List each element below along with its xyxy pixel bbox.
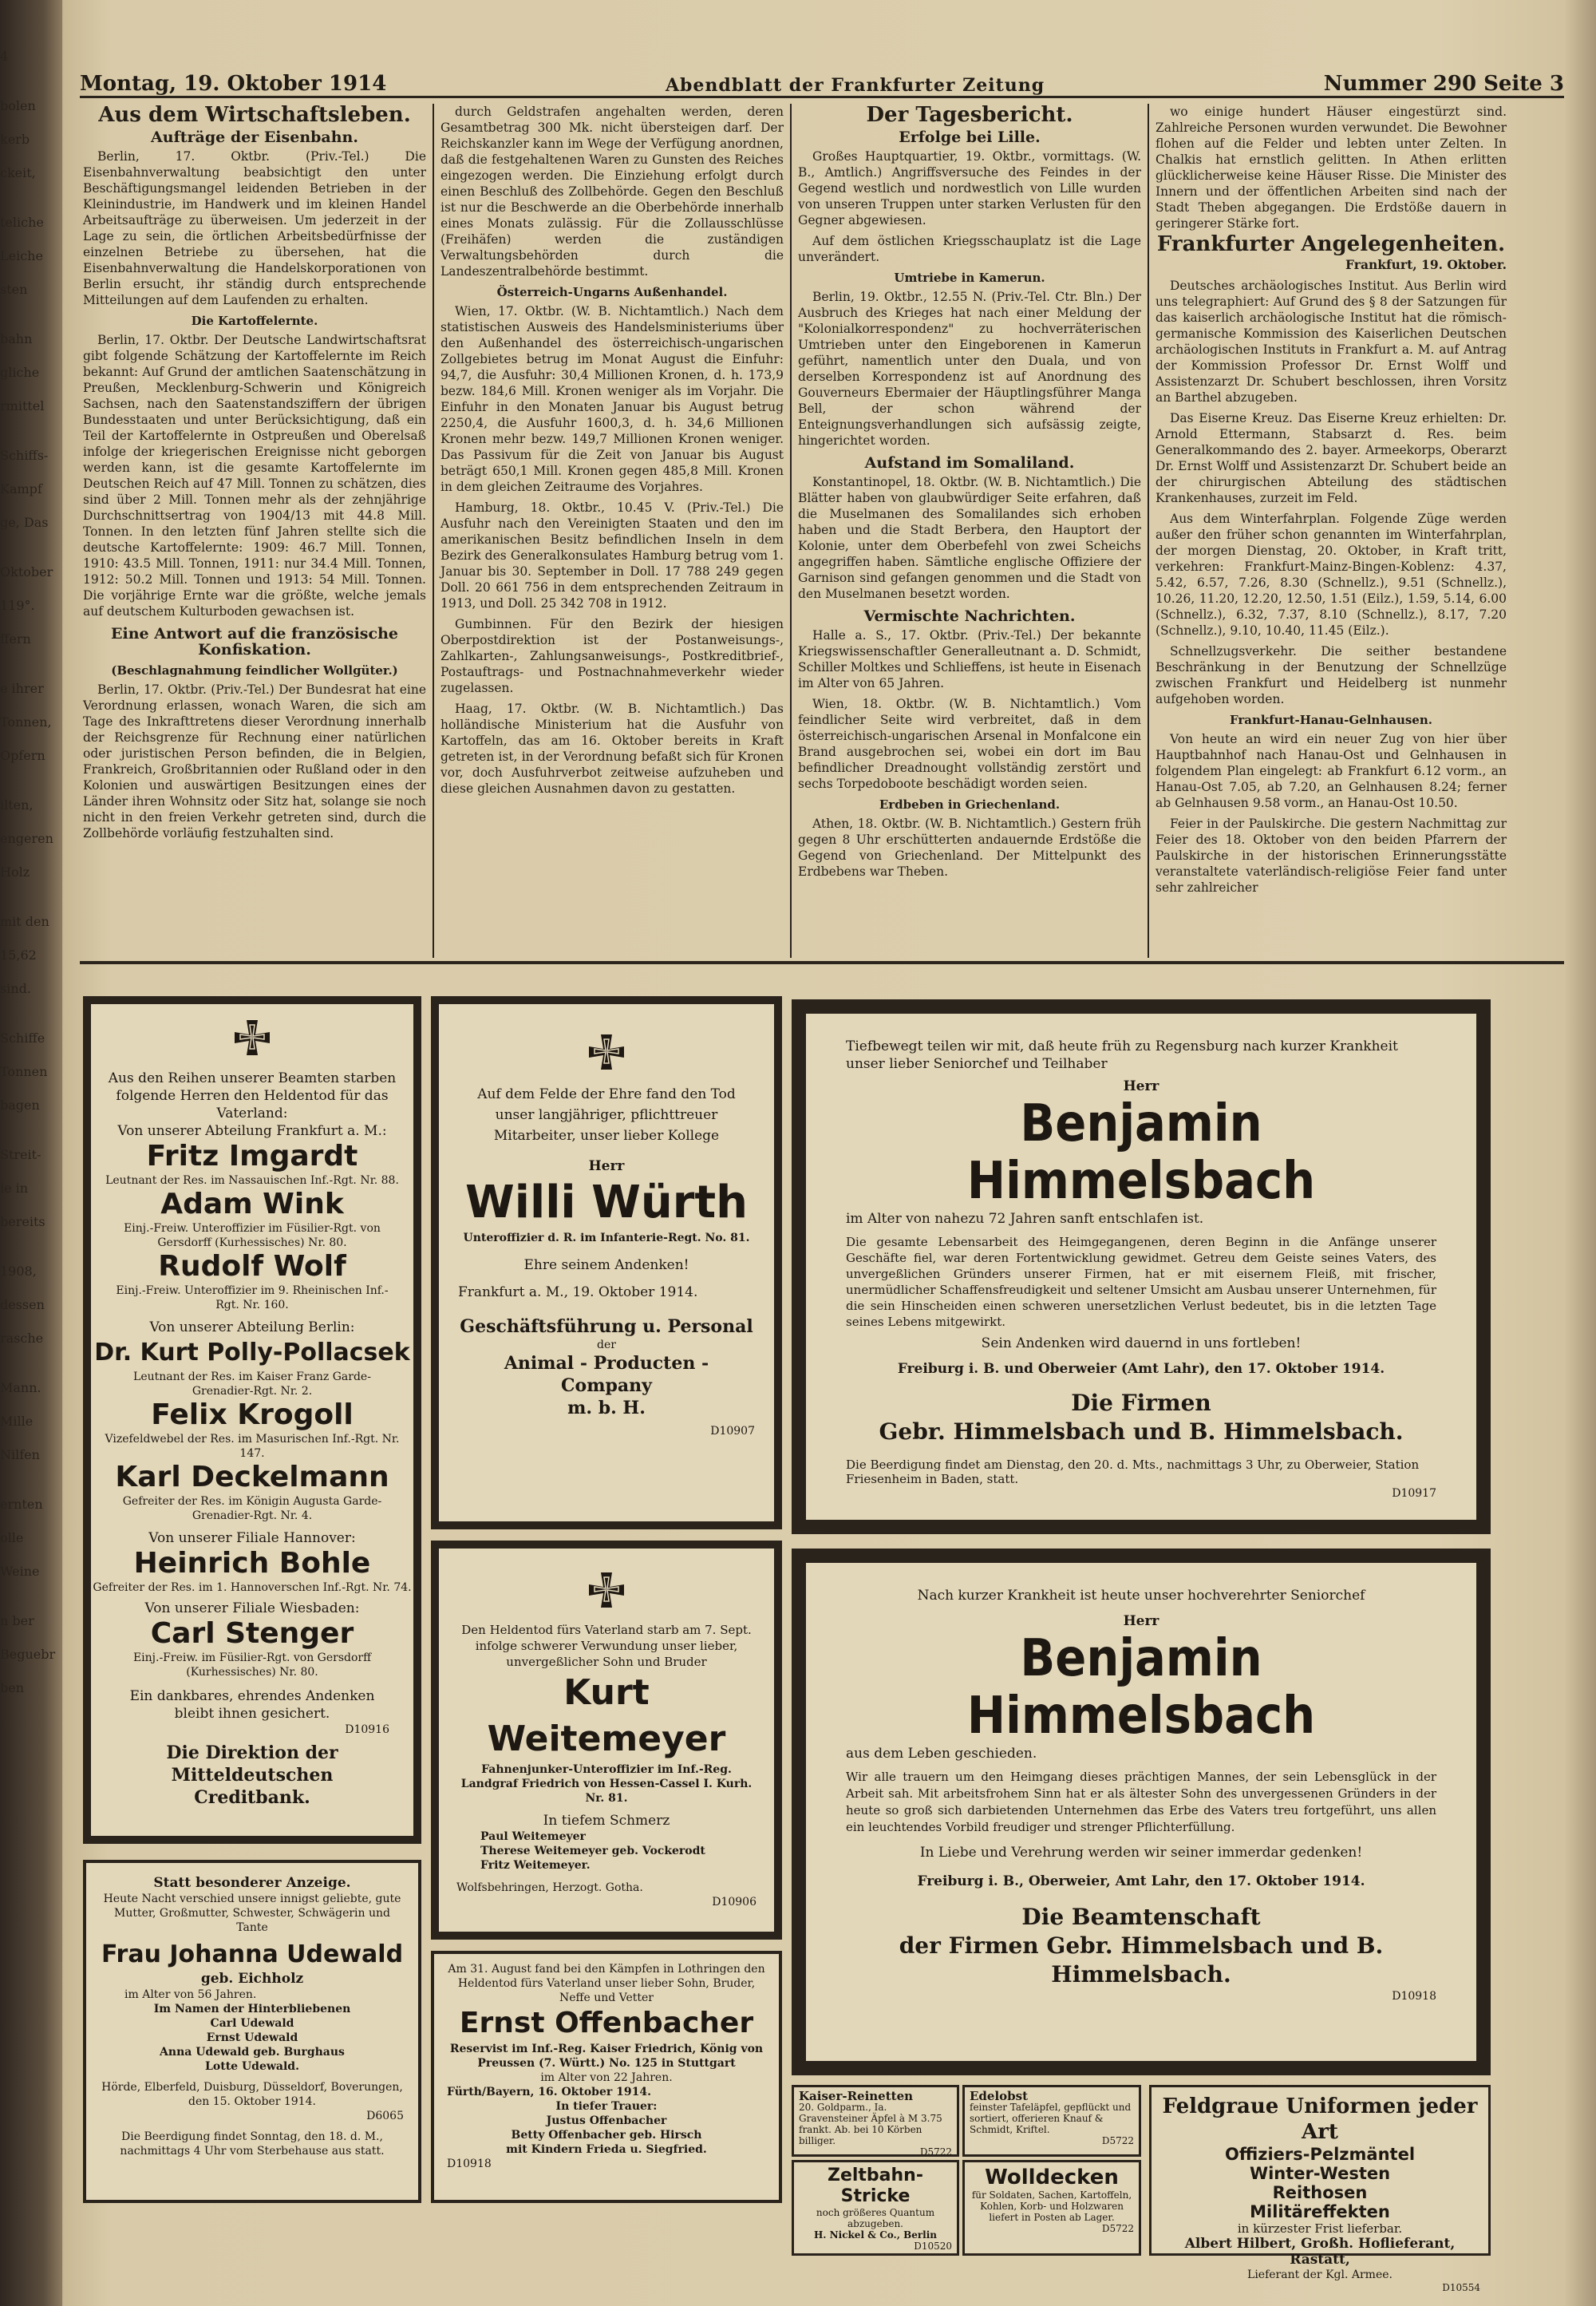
ad-edelobst	[962, 2085, 1141, 2157]
fallen-rank: Leutnant der Res. im Nassauischen Inf.-Rgt. Nr. 88.	[105, 1174, 399, 1187]
header-paper-title: Abendblatt der Frankfurter Zeitung	[665, 75, 1045, 96]
article-text: durch Geldstrafen angehalten werden, deren Gesamtbetrag 300 Mk. nicht übersteigen darf. Der Reichskanzler kann im Wege der Verfügung anordnen, daß die festgehaltenen Waren zu Gunsten des Reiches eingezogen werden. Die Einziehung erfolgt durch einen Beschluß des Zollbehörde. Gegen den Beschluß ist nur die Beschwerde an die Oberbehörde innerhalb eines Monats zulässig. Für die Zollausschlüsse (Freihäfen) werden die zuständigen Verwaltungsbehörden durch die Landeszentralbehörde bestimmt.	[440, 105, 784, 279]
article-text: Berlin, 17. Oktbr. (Priv.-Tel.) Der Bundesrat hat eine Verordnung erlassen, wonach Waren, die sich am Tage des Inkrafttretens dieser Verordnung innerhalb der Reichsgrenze für Rechnung einer natürlichen oder juristischen Person befinden, die in Belgien, Frankreich, Großbritannien oder Rußland oder in den Kolonien und auswärtigen Besitzungen eines der Länder ihren Wohnsitz oder Sitz hat, solange sie noch nicht in den freien Verkehr getreten sind, durch die Zollbehörde vorläufig festzuhalten sind.	[83, 682, 426, 841]
ad-title: Wolldecken	[985, 2166, 1119, 2189]
article-title: Aufstand im Somaliland.	[864, 454, 1075, 472]
article-title: Umtriebe in Kamerun.	[894, 271, 1045, 285]
ad-reference: D10907	[710, 1425, 755, 1438]
article-text: Haag, 17. Oktbr. (W. B. Nichtamtlich.) Das holländische Ministerium hat die Ausfuhr von Kartoffeln, das am 16. Oktober bereits in Kraft getreten ist, in der Verordnung befaßt sich für Kronen vor, doch Ausfuhrverbot zeitweise aufzuheben und diese gleichen Ausnahmen davon zu gestatten.	[440, 702, 784, 796]
funeral-info: Die Beerdigung findet am Dienstag, den 20. d. Mts., nachmittags 3 Uhr, zu Oberweier, Station Friesenheim in Baden, statt.	[846, 1458, 1420, 1486]
herr-label: Herr	[588, 1158, 625, 1174]
ad-text: feinster Tafeläpfel, gepflückt und sortiert, offerieren Knauf & Schmidt, Kriftel.	[970, 2102, 1132, 2135]
ad-reference: D5722	[1101, 2223, 1134, 2234]
edge-text-fragment: engeren	[0, 831, 53, 846]
place-date: Fürth/Bayern, 16. Oktober 1914.	[447, 2086, 651, 2098]
edge-text-fragment: Weine	[0, 1564, 40, 1579]
article-text: Großes Hauptquartier, 19. Oktbr., vormittags. (W. B., Amtlich.) Angriffsversuche des Feindes in der Gegend westlich und nordwestlich von Lille wurden von unseren Truppen unter starken Verlusten für den Gegner abgewiesen.	[798, 149, 1141, 227]
ad-firm: Albert Hilbert, Großh. Hoflieferant, Rastatt,	[1184, 2236, 1456, 2268]
obituary-offenbacher	[431, 1951, 782, 2203]
obituary-signature: Geschäftsführung u. Personal	[460, 1316, 753, 1337]
edge-text-fragment: Mann.	[0, 1380, 41, 1395]
section-title: Aus dem Wirtschaftsleben.	[98, 103, 411, 127]
ad-reference: D6065	[366, 2110, 404, 2122]
edge-text-fragment: Opfern	[0, 748, 45, 763]
edge-text-fragment: ffern	[0, 631, 31, 647]
edge-text-fragment: sind.	[0, 981, 31, 996]
grief-line: In tiefem Schmerz	[543, 1813, 670, 1829]
obituary-intro: Den Heldentod fürs Vaterland starb am 7. Sept. infolge schwerer Verwundung unser lieber, unvergeßlicher Sohn und Bruder	[461, 1623, 752, 1669]
edge-text-fragment: Tonnen,	[0, 714, 52, 730]
column-daily-report	[798, 104, 1141, 958]
place-date: Hörde, Elberfeld, Duisburg, Düsseldorf, Boverungen, den 15. Oktober 1914.	[101, 2081, 403, 2108]
column-rule	[1148, 104, 1149, 958]
column-rule	[433, 104, 434, 958]
fallen-rank: Gefreiter der Res. im Königin Augusta Garde-Grenadier-Rgt. Nr. 4.	[122, 1495, 382, 1522]
obituary-signature-firms: der Firmen Gebr. Himmelsbach und B. Himmelsbach.	[899, 1932, 1384, 1988]
fallen-age: im Alter von 22 Jahren.	[540, 2071, 673, 2084]
ad-reference: D10520	[914, 2241, 952, 2252]
obituary-intro: Nach kurzer Krankheit ist heute unser hochverehrter Seniorchef	[917, 1588, 1365, 1604]
article-text: Athen, 18. Oktbr. (W. B. Nichtamtlich.) Gestern früh gegen 8 Uhr erschütterten andauernde Erdstöße die Gegend von Griechenland. Der Mittelpunkt des Erdbebens war Theben.	[798, 817, 1141, 879]
obituary-memory: Sein Andenken wird dauernd in uns fortleben!	[981, 1335, 1302, 1351]
ad-kaiser-reinetten	[792, 2085, 959, 2157]
ad-wolldecken	[962, 2160, 1141, 2256]
ad-item: Militäreffekten	[1250, 2202, 1390, 2221]
ad-title: Feldgraue Uniformen jeder Art	[1162, 2094, 1478, 2144]
edge-text-fragment: Streit-	[0, 1147, 41, 1162]
edge-text-fragment: 119°.	[0, 598, 35, 613]
obituary-signature: Die Beamtenschaft	[1021, 1904, 1261, 1930]
place-date: Freiburg i. B. und Oberweier (Amt Lahr), den 17. Oktober 1914.	[897, 1361, 1385, 1377]
fallen-name: Dr. Kurt Polly-Pollacsek	[94, 1339, 410, 1367]
maiden-name: geb. Eichholz	[200, 1971, 304, 1987]
herr-label: Herr	[1123, 1078, 1159, 1094]
ad-reference: D10916	[345, 1723, 389, 1736]
edge-text-fragment: Schiffe	[0, 1030, 45, 1046]
obituary-department: Von unserer Abteilung Frankfurt a. M.:	[117, 1123, 387, 1139]
mourners-label: Im Namen der Hinterbliebenen	[153, 2003, 351, 2015]
column-economy	[83, 104, 426, 958]
obituary-text: Wir alle trauern um den Heimgang dieses prächtigen Mannes, der sein Lebensglück in der Arbeit sah. Mit arbeitsfrohem Sinn hat er als ältester Sohn des unvergessenen Gründers in der heute so groß sich darbietenden Unternehmen das Erbe des Vaters treu fortgeführt, uns allen ein leuchtendes Vorbild freudiger und strenger Pflichterfüllung.	[846, 1770, 1436, 1834]
edge-text-fragment: 15,62	[0, 947, 37, 963]
fallen-name: Willi Würth	[465, 1177, 748, 1228]
article-text: Berlin, 17. Oktbr. (Priv.-Tel.) Die Eisenbahnverwaltung beabsichtigt den unter Beschäftigungsmangel leidenden Betrieben in der Kleinindustrie, im Handwerk und im kleinen Handel Arbeitsaufträge zu überweisen. Um jederzeit in der Lage zu sein, die örtlichen Arbeitsbedürfnisse der einzelnen Betriebe zu übersehen, hat die Eisenbahnverwaltung die Handelskorporationen von Berlin ersucht, ihr ständig durch entsprechende Mitteilungen auf dem Laufenden zu erhalten.	[83, 149, 426, 307]
obituary-subline: aus dem Leben geschieden.	[846, 1746, 1037, 1762]
edge-text-fragment: 4	[0, 49, 9, 64]
article-text: Berlin, 19. Oktbr., 12.55 N. (Priv.-Tel. Ctr. Bln.) Der Ausbruch des Krieges hat nach einer Meldung der "Kolonialkorrespondenz" zu hochverräterischen Umtrieben unter den Eingeborenen in Kamerun geführt, namentlich unter den Duala, und von derselben Korrespondenz ist auf Anordnung des Gouverneurs Ebermaier der Häuptlingsführer Manga Bell, der schon während der Enteignungsverhandlungen sich aufsässig zeigte, hingerichtet worden.	[798, 290, 1141, 448]
ad-title: Edelobst	[970, 2089, 1029, 2103]
article-title: Österreich-Ungarns Außenhandel.	[496, 285, 728, 299]
ad-item: Winter-Westen	[1249, 2164, 1391, 2183]
edge-text-fragment: 1908,	[0, 1264, 37, 1279]
deceased-age: im Alter von nahezu 72 Jahren sanft entschlafen ist.	[846, 1211, 1204, 1227]
edge-text-fragment: teliche	[0, 215, 44, 230]
ad-text: 20. Goldparm., Ia. Gravensteiner Äpfel à M 3.75 frankt. Ab. bei 10 Körben billiger.	[799, 2102, 942, 2146]
deceased-name: Benjamin Himmelsbach	[966, 1094, 1316, 1211]
article-text: Wien, 17. Oktbr. (W. B. Nichtamtlich.) Nach dem statistischen Ausweis des Handelsministeriums über den Außenhandel des österreichisch-ungarischen Zollgebietes betrug im Monat August die Einfuhr: 94,7, die Ausfuhr: 30,4 Millionen Kronen, d. h. 173,9 bezw. 184,6 Mill. Kronen weniger als im Vorjahr. Die Einfuhr in den Monaten Januar bis August betrug 2250,4, die Ausfuhr 1600,3, d. h. 34,6 Millionen Kronen mehr bezw. 149,7 Millionen Kronen weniger. Das Passivum für die Zeit von Januar bis August beträgt 650,1 Mill. Kronen gegen 485,8 Mill. Kronen in dem gleichen Zeitraume des Vorjahres.	[440, 304, 784, 494]
obituary-udewald	[83, 1860, 421, 2203]
fallen-name: Kurt Weitemeyer	[487, 1672, 726, 1759]
edge-text-fragment: Leiche	[0, 248, 43, 263]
notice-head: Statt besonderer Anzeige.	[153, 1875, 351, 1891]
edge-text-fragment: gliche	[0, 365, 40, 380]
ad-reference: D5722	[1101, 2135, 1134, 2146]
fallen-rank: Fahnenjunker-Unteroffizier im Inf.-Reg. Landgraf Friedrich von Hessen-Cassel I. Kurh. Nr. 81.	[460, 1763, 753, 1805]
ad-reference: D10906	[712, 1896, 757, 1908]
obituary-wuerth	[431, 996, 782, 1529]
edge-text-fragment: sten	[0, 282, 28, 297]
ad-uniforms	[1149, 2085, 1491, 2293]
mourner: Fritz Weitemeyer.	[480, 1859, 591, 1872]
article-title: Vermischte Nachrichten.	[863, 607, 1076, 625]
fallen-rank: Unteroffizier d. R. im Infanterie-Regt. No. 81.	[463, 1232, 750, 1244]
mourners-label: In tiefer Trauer:	[555, 2100, 658, 2113]
obituary-text: Die gesamte Lebensarbeit des Heimgegangenen, deren Beginn in die Anfänge unserer Geschäfte fiel, war deren Fortentwicklung gewidmet. Getreu dem Geiste seines Vaters, des unvergeßlichen Gründers unserer Firmen, hat er mit eisernem Fleiß, mit frischer, unermüdlicher Schaffensfreudigkeit und seltener Umsicht am Ausbau unserer Unternehmen, für die sein Hinscheiden einen schweren unersetzlichen Verlust bedeutet, bis in die letzten Tage seines Lebens mitgewirkt.	[846, 1235, 1436, 1329]
fallen-name: Adam Wink	[160, 1188, 344, 1220]
fallen-name: Karl Deckelmann	[115, 1461, 389, 1493]
ad-item: Offiziers-Pelzmäntel	[1224, 2145, 1416, 2164]
article-title: Erfolge bei Lille.	[899, 129, 1041, 146]
obituary-signature-firms: Gebr. Himmelsbach und B. Himmelsbach.	[879, 1418, 1404, 1445]
mourner: mit Kindern Frieda u. Siegfried.	[506, 2143, 707, 2156]
previous-page-edge	[0, 48, 56, 2283]
column-rule	[790, 104, 792, 958]
page-header	[80, 69, 1564, 98]
deceased-age: im Alter von 56 Jahren.	[124, 1988, 257, 2001]
obituary-department: Von unserer Filiale Hannover:	[148, 1530, 356, 1546]
funeral-info: Die Beerdigung findet Sonntag, den 18. d. M., nachmittags 4 Uhr vom Sterbehause aus statt.	[120, 2130, 385, 2158]
fallen-rank: Einj.-Freiw. Unteroffizier im 9. Rheinischen Inf.-Rgt. Nr. 160.	[116, 1284, 389, 1311]
ad-reference: D10554	[1442, 2282, 1480, 2293]
fallen-rank: Leutnant der Res. im Kaiser Franz Garde-Grenadier-Rgt. Nr. 2.	[133, 1371, 371, 1398]
fallen-rank: Vizefeldwebel der Res. im Masurischen Inf.-Rgt. Nr. 147.	[105, 1433, 400, 1460]
fallen-name: Felix Krogoll	[151, 1398, 354, 1431]
fallen-rank: Gefreiter der Res. im 1. Hannoverschen Inf.-Rgt. Nr. 74.	[93, 1581, 412, 1594]
article-text: Gumbinnen. Für den Bezirk der hiesigen Oberpostdirektion ist der Postanweisungs-, Zahlkarten-, Zahlungsanweisungs-, Postkreditbrief-, Postauftrags- und Postnachnahmeverkehr wieder zugelassen.	[440, 617, 784, 695]
mourner: Lotte Udewald.	[205, 2060, 299, 2073]
section-divider	[80, 961, 1564, 964]
fallen-name: Fritz Imgardt	[146, 1140, 358, 1173]
iron-cross-icon	[585, 1571, 628, 1614]
fallen-name: Carl Stenger	[150, 1617, 354, 1650]
iron-cross-icon	[231, 1019, 274, 1062]
header-page-number: Nummer 290 Seite 3	[1323, 72, 1564, 96]
ad-title: Zeltbahn-Stricke	[828, 2166, 923, 2206]
mourner: Anna Udewald geb. Burghaus	[160, 2046, 345, 2059]
iron-cross-icon	[585, 1033, 628, 1076]
obituary-honor: Ehre seinem Andenken!	[523, 1257, 689, 1273]
edge-text-fragment: rmittel	[0, 398, 45, 413]
obituary-signature-der: der	[597, 1339, 616, 1351]
article-text: Wien, 18. Oktbr. (W. B. Nichtamtlich.) Vom feindlicher Seite wird verbreitet, daß in dem österreichisch-ungarischen Arsenal in Monfalcone ein Brand ausgebrochen sei, wobei ein dort im Bau befindlicher Dreadnought vollständig zerstört und sechs Torpedoboote beschädigt worden seien.	[798, 697, 1141, 791]
ad-reference: D5722	[919, 2146, 952, 2158]
obituary-weitemeyer	[431, 1541, 782, 1940]
obituary-intro: Tiefbewegt teilen wir mit, daß heute früh zu Regensburg nach kurzer Krankheit unser lieber Seniorchef und Teilhaber	[846, 1038, 1398, 1072]
ad-delivery: in kürzester Frist lieferbar.	[1237, 2221, 1403, 2236]
article-text: Deutsches archäologisches Institut. Aus Berlin wird uns telegraphiert: Auf Grund des § 8 der Satzungen für das kaiserlich archäologische Institut hat die römisch-germanische Kommission des Kaiserlichen Deutschen archäologischen Instituts in Frankfurt a. M. auf Antrag der Kommission Professor Dr. Ernst Wolff und Assistenzarzt Dr. Schubert beschlossen, ihren Vorsitz an Barthel abzugeben.	[1156, 279, 1507, 405]
obituary-intro: Auf dem Felde der Ehre fand den Tod unser langjähriger, pflichttreuer Mitarbeiter, unser lieber Kollege	[477, 1086, 736, 1144]
fallen-name: Heinrich Bohle	[133, 1547, 371, 1580]
obituary-department: Von unserer Filiale Wiesbaden:	[144, 1600, 360, 1616]
column-frankfurt	[1156, 104, 1507, 958]
article-text: Das Eiserne Kreuz. Das Eiserne Kreuz erhielten: Dr. Arnold Ettermann, Stabsarzt d. Res. beim Generalkommando des 2. bayer. Armeekorps, Oberarzt Dr. Ernst Wolff und Assistenzarzt Dr. Schubert beide an der chirurgischen Abteilung des städtischen Krankenhauses, zurzeit im Feld.	[1156, 411, 1507, 505]
ad-reference: D10918	[447, 2158, 492, 2170]
obituary-creditbank	[83, 996, 421, 1844]
obituary-intro: Am 31. August fand bei den Kämpfen in Lothringen den Heldentod fürs Vaterland unser lieber Sohn, Bruder, Neffe und Vetter	[448, 1963, 765, 2004]
edge-text-fragment: kerb	[0, 132, 30, 147]
obituary-signature: Die Firmen	[1071, 1390, 1211, 1416]
edge-text-fragment: bolen	[0, 98, 36, 113]
ad-reference: D10917	[1392, 1487, 1436, 1500]
section-title: Der Tagesbericht.	[866, 103, 1073, 127]
ad-text: noch größeres Quantum abzugeben.	[816, 2207, 935, 2229]
article-title: Die Kartoffelernte.	[191, 314, 318, 328]
edge-text-fragment: ie in	[0, 1181, 29, 1196]
article-subtitle: (Beschlagnahmung feindlicher Wollgüter.)	[111, 663, 398, 678]
fallen-rank: Reservist im Inf.-Reg. Kaiser Friedrich, König von Preussen (7. Württ.) No. 125 in Stuttgart	[449, 2043, 764, 2070]
obituary-himmelsbach-firms	[792, 999, 1491, 1534]
mourner: Therese Weitemeyer geb. Vockerodt	[480, 1845, 705, 1857]
edge-text-fragment: dessen	[0, 1297, 45, 1312]
ad-firm-sub: Lieferant der Kgl. Armee.	[1247, 2268, 1393, 2281]
section-title: Frankfurter Angelegenheiten.	[1156, 232, 1506, 256]
article-title: Aufträge der Eisenbahn.	[151, 129, 358, 146]
article-title: Frankfurt-Hanau-Gelnhausen.	[1230, 713, 1432, 727]
deceased-name: Frau Johanna Udewald	[101, 1940, 404, 1968]
article-text: Schnellzugsverkehr. Die seither bestandene Beschränkung in der Benutzung der Schnellzüge zwischen Frankfurt und Heidelberg ist nunmehr aufgehoben worden.	[1156, 644, 1507, 706]
edge-text-fragment: olle	[0, 1530, 24, 1545]
edge-text-fragment: ernten	[0, 1497, 43, 1512]
ad-firm: H. Nickel & Co., Berlin	[813, 2229, 938, 2241]
column-trade	[440, 104, 784, 958]
edge-text-fragment: bereits	[0, 1214, 45, 1229]
edge-text-fragment: bahn	[0, 331, 33, 346]
edge-text-fragment: Kampf	[0, 481, 42, 496]
article-text: Halle a. S., 17. Oktbr. (Priv.-Tel.) Der bekannte Kriegswissenschaftler Generalleutnant a. D. Schmidt, Schiller Moltkes und Schlieffens, ist heute in Eisenach im Alter von 65 Jahren.	[798, 628, 1141, 690]
mourner: Paul Weitemeyer	[480, 1830, 586, 1843]
fallen-rank: Einj.-Freiw. im Füsilier-Rgt. von Gersdorff (Kurhessisches) Nr. 80.	[132, 1651, 372, 1679]
mourner: Betty Offenbacher geb. Hirsch	[511, 2129, 702, 2142]
mourner: Carl Udewald	[210, 2017, 294, 2030]
fallen-rank: Einj.-Freiw. Unteroffizier im Füsilier-Rgt. von Gersdorff (Kurhessisches) Nr. 80.	[124, 1222, 381, 1249]
ad-zeltbahn	[792, 2160, 959, 2256]
deceased-name: Benjamin Himmelsbach	[966, 1629, 1316, 1746]
edge-text-fragment: Holz	[0, 864, 30, 880]
mourner: Justus Offenbacher	[546, 2114, 667, 2127]
obituary-signature-company: Animal - Producten - Company	[504, 1353, 709, 1396]
edge-text-fragment: Nilfen	[0, 1447, 40, 1462]
edge-text-fragment: ilten,	[0, 797, 34, 813]
obituary-signature-mbh: m. b. H.	[567, 1398, 646, 1418]
fallen-name: Rudolf Wolf	[158, 1250, 346, 1283]
obituary-closing: Ein dankbares, ehrendes Andenken bleibt ihnen gesichert.	[129, 1688, 375, 1722]
article-text: wo einige hundert Häuser eingestürzt sind. Zahlreiche Personen wurden verwundet. Die Bewohner flohen auf die Felder und lebten unter Zelten. In Chalkis hat ernstlich gelitten. In Athen erlitten glücklicherweise keine Häuser Risse. Die Minister des Innern und der öffentlichen Arbeiten sind nach der Stadt Theben abgegangen. Die Erdstöße dauern in geringerer Stärke fort.	[1156, 105, 1507, 231]
article-text: Auf dem östlichen Kriegsschauplatz ist die Lage unverändert.	[798, 234, 1141, 264]
obituary-department: Von unserer Abteilung Berlin:	[149, 1319, 355, 1335]
mourner: Ernst Udewald	[206, 2031, 298, 2044]
edge-text-fragment: ckeit,	[0, 165, 36, 180]
article-text: Berlin, 17. Oktbr. Der Deutsche Landwirtschaftsrat gibt folgende Schätzung der Kartoffelernte im Reich bekannt: Auf Grund der amtlichen Saatenschätzung in Preußen, Mecklenburg-Schwerin und Königreich Sachsen, nach den Saatenstandsziffern der übrigen Bundesstaaten und unter Berücksichtigung, daß ein Teil der Kartoffelernte in Ostpreußen und Oberelsaß infolge der kriegerischen Ereignisse nicht geborgen werden kann, ist die gesamte Kartoffelernte im Deutschen Reich auf 47 Mill. Tonnen zu schätzen, dies sind über 2 Mill. Tonnen mehr als der zehnjährige Durchschnittsertrag von 1904/13 mit 44.8 Mill. Tonnen. In den letzten fünf Jahren stellte sich die deutsche Kartoffelernte: 1909: 46.7 Mill. Tonnen, 1910: 43.5 Mill. Tonnen, 1911: nur 34.4 Mill. Tonnen, 1912: 50.2 Mill. Tonnen und 1913: 54 Mill. Tonnen. Die vorjährige Ernte war die größte, welche jemals auf deutschem Kulturboden gewachsen ist.	[83, 333, 426, 619]
obituary-intro: Aus den Reihen unserer Beamten starben folgende Herren den Heldentod für das Vaterland:	[108, 1070, 397, 1121]
article-text: Von heute an wird ein neuer Zug von hier über Hauptbahnhof nach Hanau-Ost und Gelnhausen in folgendem Plan eingelegt: ab Frankfurt 6.12 vorm., an Hanau-Ost 7.05, ab 7.20, an Gelnhausen 8.24; ferner ab Gelnhausen 9.58 vorm., an Hanau-Ost 10.50.	[1156, 732, 1507, 810]
edge-text-fragment: Schiffs-	[0, 448, 49, 463]
edge-text-fragment: bagen	[0, 1098, 40, 1113]
place-date: Wolfsbehringen, Herzogt. Gotha.	[456, 1881, 643, 1894]
ad-title: Kaiser-Reinetten	[799, 2089, 914, 2103]
edge-text-fragment: Mille	[0, 1414, 34, 1429]
article-title: Eine Antwort auf die französische Konfiskation.	[111, 625, 398, 659]
edge-text-fragment: Tonnen	[0, 1064, 48, 1079]
place-date: Freiburg i. B., Oberweier, Amt Lahr, den 17. Oktober 1914.	[917, 1873, 1365, 1889]
obituary-intro: Heute Nacht verschied unsere innigst geliebte, gute Mutter, Großmutter, Schwester, Schwägerin und Tante	[103, 1893, 401, 1934]
edge-text-fragment: mit den	[0, 914, 49, 929]
place-date: Frankfurt a. M., 19. Oktober 1914.	[458, 1284, 698, 1300]
edge-text-fragment: n ber	[0, 1613, 34, 1628]
edge-text-fragment: Beguebr	[0, 1647, 56, 1662]
dateline: Frankfurt, 19. Oktober.	[1345, 257, 1507, 272]
article-title: Erdbeben in Griechenland.	[879, 797, 1061, 812]
fallen-name: Ernst Offenbacher	[459, 2007, 754, 2039]
article-text: Feier in der Paulskirche. Die gestern Nachmittag zur Feier des 18. Oktober von den beiden Pfarrern der Paulskirche in der historischen Erinnerungsstätte veranstaltete vaterländisch-religiöse Feier fand unter sehr zahlreicher	[1156, 817, 1507, 895]
ad-text: für Soldaten, Sachen, Kartoffeln, Kohlen, Korb- und Holzwaren liefert in Posten ab Lager.	[971, 2189, 1132, 2223]
edge-text-fragment: ben	[0, 1680, 25, 1695]
herr-label: Herr	[1123, 1613, 1159, 1629]
obituary-signature: Die Direktion der Mitteldeutschen Creditbank.	[166, 1742, 338, 1808]
article-text: Aus dem Winterfahrplan. Folgende Züge werden außer den früher schon genannten im Winterfahrplan, der morgen Dienstag, 20. Oktober, in Kraft tritt, verkehren: Frankfurt-Mainz-Bingen-Koblenz: 4.37, 5.42, 6.57, 7.26, 8.30 (Schnellz.), 9.51 (Schnellz.), 10.26, 11.20, 12.20, 12.50, 1.51 (Eilz.), 1.59, 5.14, 6.00 (Schnellz.), 6.32, 7.37, 8.10 (Schnellz.), 8.17, 7.20 (Schnellz.), 9.10, 10.40, 11.45 (Eilz.).	[1156, 512, 1507, 638]
edge-text-fragment: ge, Das	[0, 515, 49, 530]
ad-item: Reithosen	[1272, 2183, 1368, 2202]
obituary-love: In Liebe und Verehrung werden wir seiner immerdar gedenken!	[919, 1845, 1363, 1861]
edge-text-fragment: Oktober	[0, 564, 53, 579]
edge-text-fragment: e ihrer	[0, 681, 44, 696]
article-text: Hamburg, 18. Oktbr., 10.45 V. (Priv.-Tel.) Die Ausfuhr nach den Vereinigten Staaten und den im amerikanischen Besitz befindlichen Inseln in dem Bezirk des Generalkonsulates Hamburg betrug vom 1. Januar bis 30. September in Doll. 17 788 249 gegen Doll. 20 661 756 in dem entsprechenden Zeitraum in 1913, und Doll. 25 342 708 in 1912.	[440, 500, 784, 611]
article-text: Konstantinopel, 18. Oktbr. (W. B. Nichtamtlich.) Die Blätter haben von glaubwürdiger Seite erfahren, daß die Muselmanen des Somalilandes sich erhoben haben und die Stadt Berbera, den Hauptort der Kolonie, unter dem Oberbefehl von zwei Scheichs angegriffen haben. Sämtliche englische Offiziere der Garnison sind gefangen genommen und die Stadt von den Muselmanen besetzt worden.	[798, 475, 1141, 601]
header-date: Montag, 19. Oktober 1914	[80, 72, 387, 96]
edge-text-fragment: rasche	[0, 1331, 44, 1346]
obituary-himmelsbach-staff	[792, 1549, 1491, 2075]
ad-reference: D10918	[1392, 1990, 1436, 2003]
